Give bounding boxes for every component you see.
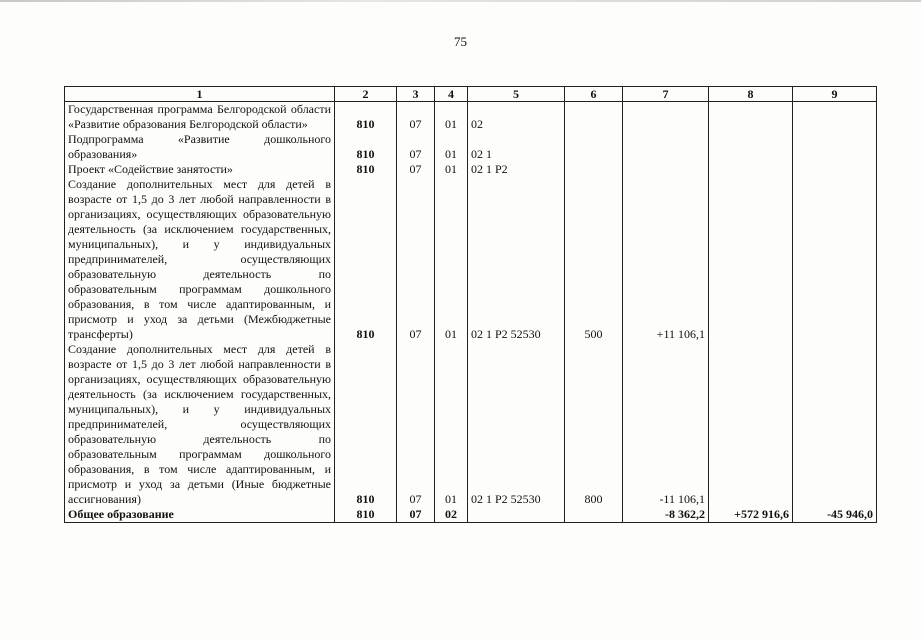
amount-col8 bbox=[709, 132, 793, 162]
column-header: 6 bbox=[565, 87, 623, 102]
amount-col7 bbox=[623, 162, 709, 177]
ministry-code: 810 bbox=[335, 507, 397, 523]
column-header: 5 bbox=[468, 87, 565, 102]
amount-col8 bbox=[709, 162, 793, 177]
section-code: 07 bbox=[397, 162, 435, 177]
table-row bbox=[65, 132, 877, 162]
target-code: 02 1 bbox=[468, 132, 565, 162]
column-header: 8 bbox=[709, 87, 793, 102]
target-code: 02 1 P2 bbox=[468, 162, 565, 177]
ministry-code: 810 bbox=[335, 102, 397, 133]
amount-col7: -11 106,1 bbox=[623, 342, 709, 507]
table-row-total bbox=[65, 507, 877, 523]
table-row bbox=[65, 177, 877, 342]
amount-col8 bbox=[709, 342, 793, 507]
amount-col9 bbox=[793, 102, 877, 133]
amount-col8 bbox=[709, 177, 793, 342]
amount-col7 bbox=[623, 132, 709, 162]
column-header: 9 bbox=[793, 87, 877, 102]
row-name: Создание дополнительных мест для детей в возрасте от 1,5 до 3 лет любой направленности в организациях, осуществляющих образовательную деятельность (за исключением государственных, муниципальных), и у индивидуальных предпринимателей, осуществляющих образовательную деятельность по образовательным программам дошкольного образования, в том числе адаптированным, и присмотр и уход за детьми (Иные бюджетные ассигнования) bbox=[65, 342, 335, 507]
expense-type bbox=[565, 102, 623, 133]
amount-col8: +572 916,6 bbox=[709, 507, 793, 523]
amount-col9 bbox=[793, 177, 877, 342]
ministry-code: 810 bbox=[335, 177, 397, 342]
row-name: Подпрограмма «Развитие дошкольного образования» bbox=[65, 132, 335, 162]
subsection-code: 01 bbox=[435, 102, 468, 133]
amount-col7: +11 106,1 bbox=[623, 177, 709, 342]
expense-type bbox=[565, 162, 623, 177]
amount-col7 bbox=[623, 102, 709, 133]
section-code: 07 bbox=[397, 102, 435, 133]
ministry-code: 810 bbox=[335, 132, 397, 162]
table-row bbox=[65, 342, 877, 507]
table-header-row bbox=[65, 87, 877, 102]
subsection-code: 01 bbox=[435, 162, 468, 177]
expense-type: 800 bbox=[565, 342, 623, 507]
column-header: 2 bbox=[335, 87, 397, 102]
amount-col9: -45 946,0 bbox=[793, 507, 877, 523]
ministry-code: 810 bbox=[335, 162, 397, 177]
target-code: 02 1 P2 52530 bbox=[468, 342, 565, 507]
target-code: 02 1 P2 52530 bbox=[468, 177, 565, 342]
page-number: 75 bbox=[454, 34, 467, 49]
section-code: 07 bbox=[397, 132, 435, 162]
section-code: 07 bbox=[397, 507, 435, 523]
table-row bbox=[65, 102, 877, 133]
row-name: Проект «Содействие занятости» bbox=[65, 162, 335, 177]
column-header: 3 bbox=[397, 87, 435, 102]
table-row bbox=[65, 162, 877, 177]
subsection-code: 02 bbox=[435, 507, 468, 523]
expense-type: 500 bbox=[565, 177, 623, 342]
column-header: 1 bbox=[65, 87, 335, 102]
row-name: Общее образование bbox=[65, 507, 335, 523]
column-header: 4 bbox=[435, 87, 468, 102]
budget-table bbox=[64, 86, 877, 523]
row-name: Государственная программа Белгородской области «Развитие образования Белгородской области» bbox=[65, 102, 335, 133]
subsection-code: 01 bbox=[435, 132, 468, 162]
row-name: Создание дополнительных мест для детей в возрасте от 1,5 до 3 лет любой направленности в организациях, осуществляющих образовательную деятельность (за исключением государственных, муниципальных), и у индивидуальных предпринимателей, осуществляющих образовательную деятельность по образовательным программам дошкольного образования, в том числе адаптированным, и присмотр и уход за детьми (Межбюджетные трансферты) bbox=[65, 177, 335, 342]
target-code: 02 bbox=[468, 102, 565, 133]
expense-type bbox=[565, 507, 623, 523]
subsection-code: 01 bbox=[435, 177, 468, 342]
expense-type bbox=[565, 132, 623, 162]
subsection-code: 01 bbox=[435, 342, 468, 507]
column-header: 7 bbox=[623, 87, 709, 102]
amount-col7: -8 362,2 bbox=[623, 507, 709, 523]
scan-edge bbox=[0, 0, 921, 2]
section-code: 07 bbox=[397, 177, 435, 342]
amount-col9 bbox=[793, 132, 877, 162]
amount-col9 bbox=[793, 162, 877, 177]
amount-col9 bbox=[793, 342, 877, 507]
amount-col8 bbox=[709, 102, 793, 133]
target-code bbox=[468, 507, 565, 523]
section-code: 07 bbox=[397, 342, 435, 507]
ministry-code: 810 bbox=[335, 342, 397, 507]
